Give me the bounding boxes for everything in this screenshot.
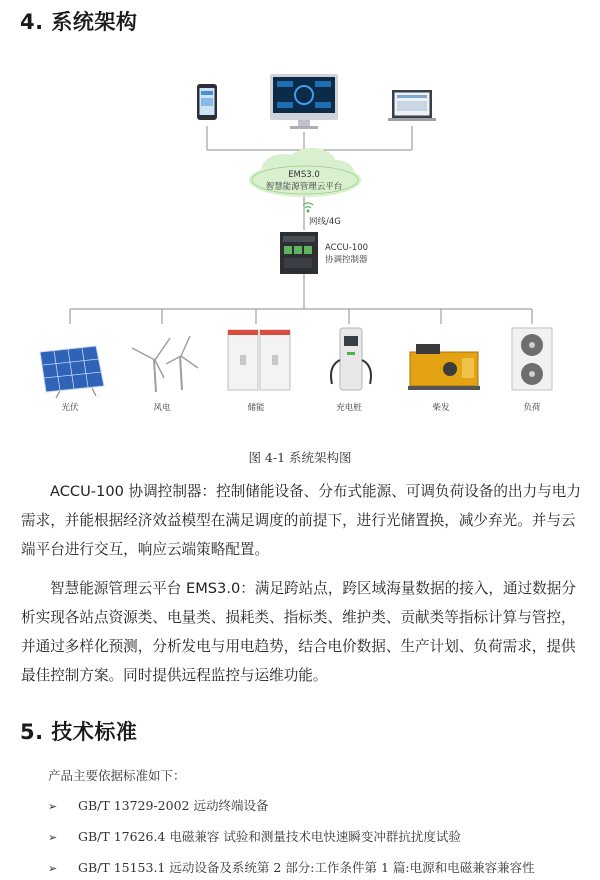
- device-label-diesel: 柴发: [432, 403, 450, 413]
- standard-item: [48, 796, 268, 814]
- standard-text: GB/T 13729-2002 远动终端设备: [78, 798, 269, 813]
- device-label-load: 负荷: [523, 403, 541, 413]
- figure-caption: 图 4-1 系统架构图: [248, 450, 352, 465]
- standard-text: GB/T 17626.4 电磁兼容 试验和测量技术电快速瞬变冲群抗扰度试验: [78, 829, 461, 844]
- standard-item: [48, 858, 535, 876]
- energy-storage-cabinet-icon: [228, 330, 290, 390]
- system-architecture-diagram: [0, 60, 600, 445]
- load-ac-unit-icon: [512, 328, 552, 390]
- arrow-bullet-icon: ➢: [48, 862, 58, 875]
- arrow-bullet-icon: ➢: [48, 831, 58, 844]
- paragraph-accu: [21, 477, 581, 564]
- phone-icon: [197, 84, 217, 120]
- laptop-icon: [388, 90, 436, 121]
- paragraph-ems: [21, 574, 581, 690]
- charging-pile-icon: [331, 328, 371, 390]
- solar-panel-icon: [40, 346, 104, 398]
- cloud-label-2: 智慧能源管理云平台: [265, 182, 343, 192]
- section-4-title: 4. 系统架构: [20, 10, 138, 34]
- wind-turbine-icon: [132, 336, 198, 392]
- device-label-pv: 光伏: [61, 403, 79, 413]
- bottom-connector-lines: [70, 274, 532, 324]
- standard-item: [48, 827, 461, 845]
- diesel-generator-icon: [408, 344, 480, 390]
- controller-device-icon: [280, 232, 318, 274]
- network-label: 网线/4G: [309, 217, 341, 227]
- standard-text: GB/T 15153.1 远动设备及系统第 2 部分:工作条件第 1 篇:电源和电磁兼容兼容性: [78, 860, 535, 875]
- cloud-label-1: EMS3.0: [288, 170, 320, 180]
- standards-intro: 产品主要依据标准如下：: [48, 768, 186, 783]
- device-label-storage: 储能: [247, 403, 265, 413]
- arrow-bullet-icon: ➢: [48, 800, 58, 813]
- device-label-wind: 风电: [153, 403, 171, 413]
- paragraph-ems-text: 智慧能源管理云平台 EMS3.0：满足跨站点，跨区域海量数据的接入，通过数据分析实现各站点资源类、电量类、损耗类、指标类、维护类、贡献类等指标计算与管控，并通过多样化预测，分析发电与用电趋势，结合电价数据、生产计划、负荷需求，提供最佳控制方案。同时提供远程监控与运维功能。: [21, 580, 576, 684]
- controller-label-2: 协调控制器: [325, 255, 368, 265]
- section-5-title: 5. 技术标准: [20, 720, 138, 744]
- controller-label-1: ACCU-100: [325, 243, 369, 253]
- paragraph-accu-text: ACCU-100 协调控制器：控制储能设备、分布式能源、可调负荷设备的出力与电力需求，并能根据经济效益模型在满足调度的前提下，进行光储置换，减少弃光。并与云端平台进行交互，响应云端策略配置。: [21, 483, 581, 558]
- device-label-charger: 充电桩: [336, 403, 362, 413]
- desktop-monitor-icon: [270, 74, 338, 129]
